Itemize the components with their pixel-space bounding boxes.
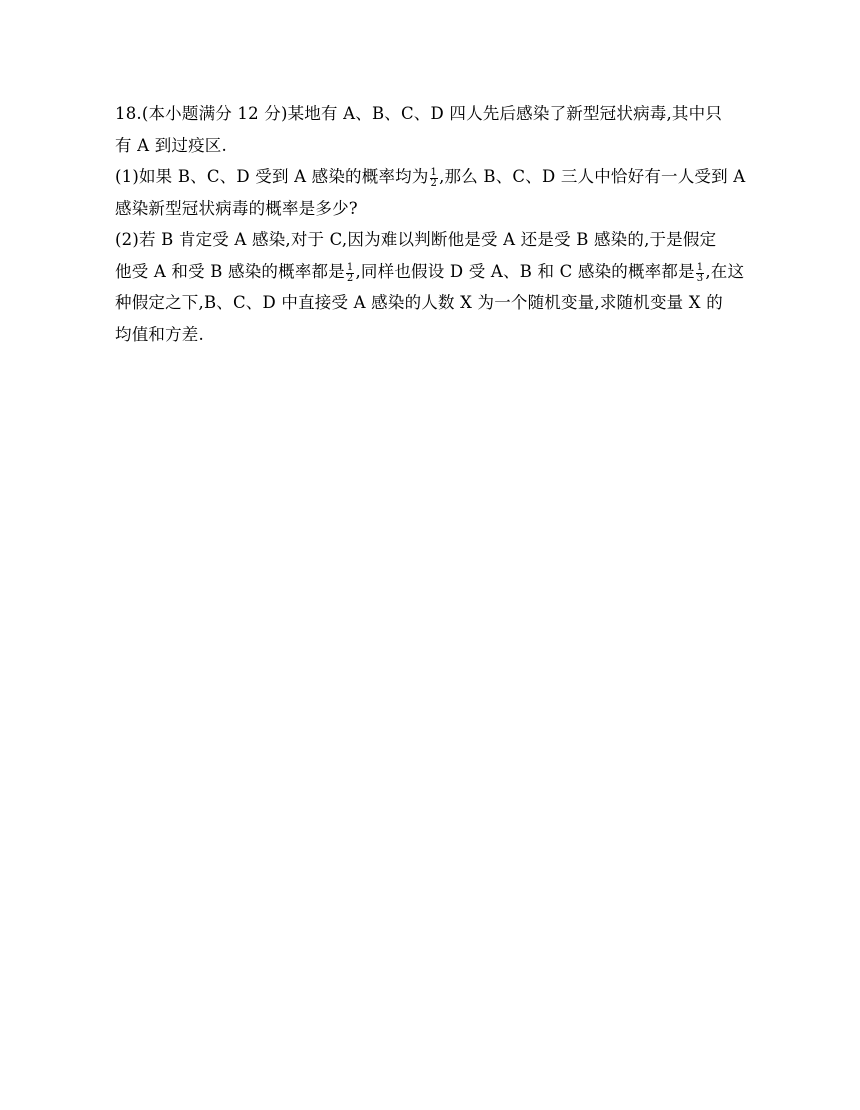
fraction-denominator: 2: [346, 272, 354, 284]
fraction-one-half: [346, 263, 355, 284]
part1-question-line2: 感染新型冠状病毒的概率是多少?: [115, 198, 358, 218]
fraction-numerator: 1: [696, 261, 704, 273]
part2-question-line4: 均值和方差.: [115, 324, 204, 344]
fraction-denominator: 2: [430, 178, 438, 190]
part1-question-line1: [115, 161, 751, 193]
part2-text-c: ,在这: [705, 261, 745, 281]
fraction-one-half: [430, 168, 439, 189]
fraction-numerator: 1: [430, 167, 438, 179]
part2-question-line1: (2)若 B 肯定受 A 感染,对于 C,因为难以判断他是受 A 还是受 B 感染的,于是假定: [115, 230, 717, 249]
fraction-one-third: [696, 263, 705, 284]
part2-text-a: 他受 A 和受 B 感染的概率都是: [115, 261, 345, 281]
part1-text-after: ,那么 B、C、D 三人中恰好有一人受到 A: [439, 167, 746, 186]
part2-text-b: ,同样也假设 D 受 A、B 和 C 感染的概率都是: [355, 261, 695, 281]
fraction-numerator: 1: [346, 261, 354, 273]
fraction-denominator: 3: [696, 272, 704, 284]
problem-header-line: 18.(本小题满分 12 分)某地有 A、B、C、D 四人先后感染了新型冠状病毒,其中只: [115, 104, 723, 123]
part1-text-before: (1)如果 B、C、D 受到 A 感染的概率均为: [115, 167, 429, 186]
part2-question-line3: 种假定之下,B、C、D 中直接受 A 感染的人数 X 为一个随机变量,求随机变量 X 的: [115, 293, 723, 312]
problem-intro-line: 有 A 到过疫区.: [115, 135, 227, 155]
problem-text-block: [115, 98, 751, 350]
part2-question-line2: [115, 256, 751, 288]
